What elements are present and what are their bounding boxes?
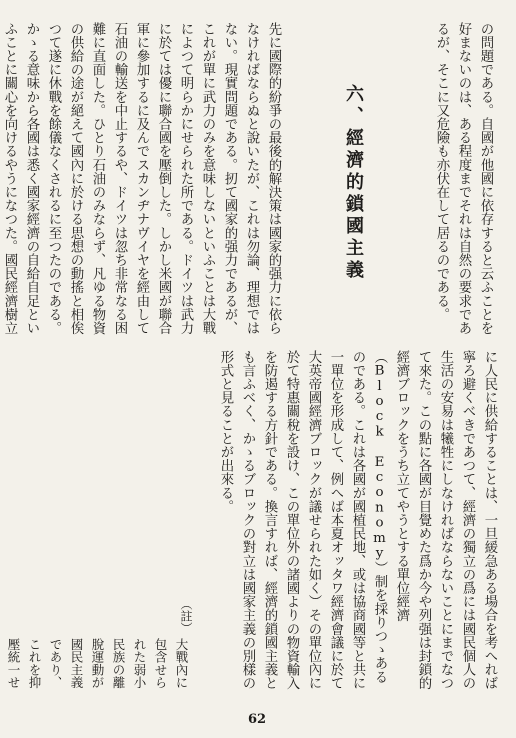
page-number: 62 [248, 712, 267, 727]
text-column-bottom: に人民に供給することは、一旦緩急ある場合を考へれば寧ろ避くべきであつて、經濟の獨立の爲には國民個人の生活の安易は犧牲にしなければならないことにまでなつて來た。この點に各國が目覺めた爲か今や列强は封鎖的經濟ブロックをうち立てやうとする單位經濟（Block Economy）制を採りつゝあるのである。これは各國が國植民地、或は協商國等と共に一單位を形成して、例へば本夏オッタワ經濟會議に於て大英帝國經濟ブロックが議せられた如く）その單位內に於て特惠關稅を設け、この單位外の諸國よりの物資輸入を防遏する方針である。換言すれば、經濟的鎖國主義とも言ふべく、かゝるブロックの對立は國家主義の別樣の形式と見ることが出來る。 [218, 350, 497, 690]
footnote: 大戰內に包含せられた弱小民族の離脫運動が國民主義であり、これを抑壓統一せ [6, 638, 189, 689]
text-column-top-right: の問題である。自國が他國に依存すると云ふことを好まないのは、ある程度までそれは自然の要求であるが、そこに又危險も亦伏在して居るのである。 [434, 22, 493, 335]
section-heading: 六、經濟的鎖國主義 [343, 84, 364, 282]
text-column-top-main: 先に國際的紛爭の最後的解決策は國家的强力に依らなければならぬと說いたが、これは勿論、理想ではない。現實問題である。扨て國家的强力であるが、これが單に武力のみを意味しないといふことは大戰によつて明らかにせられた所である。ドイツは武力に於ては優に聯合國を壓倒した。しかし米國が聯合軍に參加するに及んでスカンヂナヴイヤを經由して石油の輸送を中止するや、ドイツは忽ち非常なる困難に直面した。ひとり石油のみならず、凡ゆる物資の供給の途が絕えて國內に於ける思想の動搖と相俟つて遂に休戰を餘儀なくされるに至つたのである。かゝる意味から各國は悉く國家經濟の自給自足といふことに關心を向けるやうになつた。國民經濟樹立 [2, 22, 281, 335]
note-label: （註） [179, 598, 193, 634]
